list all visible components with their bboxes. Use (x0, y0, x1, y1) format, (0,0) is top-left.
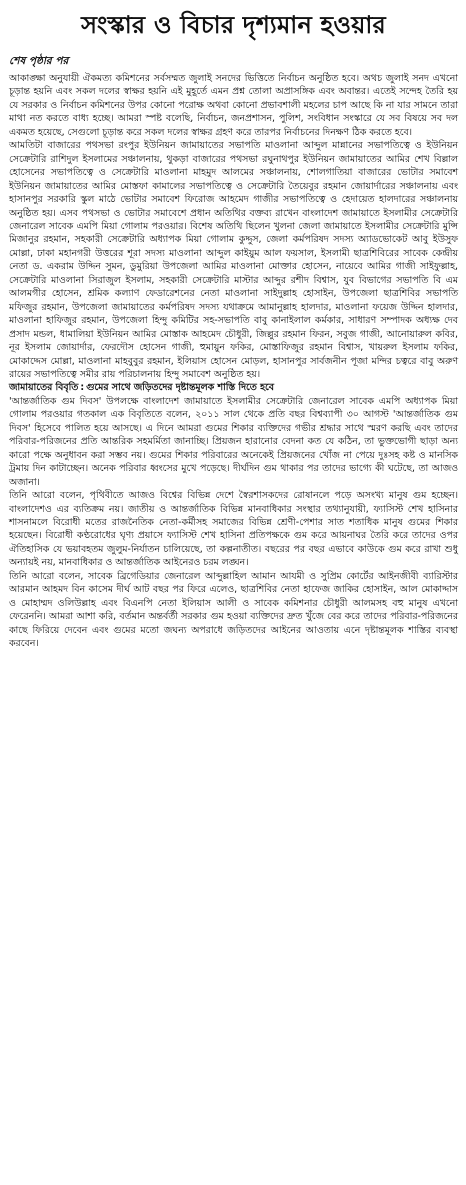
subhead-text: গুমের সাথে জড়িতদের দৃষ্টান্তমূলক শাস্তি দিতে হবে (86, 382, 274, 394)
headline: সংস্কার ও বিচার দৃশ্যমান হওয়ার (81, 11, 386, 39)
paragraph: আকাঙ্ক্ষা অনুযায়ী ঐকমত্য কমিশনের সর্বসম্মত জুলাই সনদের ভিত্তিতে নির্বাচন অনুষ্ঠিত হবে। অথচ জুলাই সনদ এখনো চূড়ান্ত হয়নি এবং সকল দলের স্বাক্ষর হয়নি এই মুহূর্তে এমন প্রশ্ন তোলা অপ্রাসঙ্গিক এবং অবান্তর। এতেই সন্দেহ তৈরি হয় যে সরকার ও নির্বাচন কমিশনের উপর কোনো পরোক্ষ অথবা কোনো প্রভাবশালী মহলের চাপ আছে কি না যার সামনে তারা মাথা নত করতে বাধ্য হচ্ছে। আমরা স্পষ্ট বলেছি, নির্বাচন, জনপ্রশাসন, পুলিশ, সংবিধান সংস্কারে যে সব বিষয়ে সব দল একমত হয়েছে, সেগুলো চূড়ান্ত করে সকল দলের স্বাক্ষর গ্রহণ করে তারপর নির্বাচনের দিনক্ষণ ঠিক করতে হবে। (9, 73, 458, 138)
paragraph: 'আন্তর্জাতিক গুম দিবস' উপলক্ষে বাংলাদেশ জামায়াতে ইসলামীর সেক্রেটারি জেনারেল সাবেক এমপি অধ্যাপক মিয়া গোলাম পরওয়ার গতকাল এক বিবৃতিতে বলেন, ২০১১ সাল থেকে প্রতি বছর বিশ্বব্যাপী ৩০ আগস্ট 'আন্তর্জাতিক গুম দিবস' হিসেবে পালিত হয়ে আসছে। এ দিনে আমরা গুমের শিকার ব্যক্তিদের গভীর শ্রদ্ধার সাথে স্মরণ করছি এবং তাদের পরিবার-পরিজনের প্রতি আন্তরিক সহমর্মিতা জানাচ্ছি। প্রিয়জন হারানোর বেদনা কত যে কঠিন, তা ভুক্তভোগী ছাড়া অন্য কারো পক্ষে অনুধাবন করা সম্ভব নয়। গুমের শিকার পরিবারের অনেকেই প্রিয়জনের খোঁজ না পেয়ে দুঃসহ কষ্ট ও মানসিক ট্রমায় দিন কাটাচ্ছেন। অনেক পরিবার ধ্বংসের মুখে পড়েছে। দীর্ঘদিন গুম থাকার পর তাদের ভাগ্যে কী ঘটেছে, তা আজও অজানা। (9, 395, 458, 488)
continued-label: শেষ পৃষ্ঠার পর (9, 55, 69, 67)
subhead: জামায়াতের বিবৃতি : গুমের সাথে জড়িতদের দৃষ্টান্তমূলক শাস্তি দিতে হবে (9, 382, 274, 394)
paragraph: তিনি আরো বলেন, পৃথিবীতে আজও বিশ্বের বিভিন্ন দেশে স্বৈরশাসকদের রোষানলে পড়ে অসংখ্য মানুষ গুম হচ্ছেন। বাংলাদেশও এর ব্যতিক্রম নয়। জাতীয় ও আন্তর্জাতিক বিভিন্ন মানবাধিকার সংস্থার তথ্যানুযায়ী, ফ্যাসিস্ট শেখ হাসিনার শাসনামলে বিরোধী মতের রাজনৈতিক নেতা-কর্মীসহ সমাজের বিভিন্ন শ্রেণী-পেশার সাত শতাধিক মানুষ গুমের শিকার হয়েছেন। বিরোধী কণ্ঠরোধের ঘৃণ্য প্রয়াসে ফ্যাসিস্ট শেখ হাসিনা প্রতিপক্ষকে গুম করে আয়নাঘর তৈরি করে তাদের ওপর ঐতিহাসিক যে ভয়াবহতম জুলুম-নির্যাতন চালিয়েছে, তা কল্পনাতীত। বছরের পর বছর এভাবে কাউকে গুম করে রাখা শুধু অন্যায়ই নয়, মানবাধিকার ও আন্তর্জাতিক আইনেরও চরম লঙ্ঘন। (9, 490, 458, 569)
paragraph: আমতিটা বাজারের পথসভা রংপুর ইউনিয়ন জামায়াতের সভাপতি মাওলানা আব্দুল মান্নানের সভাপতিত্বে ও ইউনিয়ন সেক্রেটারি রাশিদুল ইসলামের সঞ্চালনায়, থুকড়া বাজারের পথসভা রঘুনাথপুর ইউনিয়ন জামায়াতের আমির শেখ বিল্লাল হোসেনের সভাপতিত্বে ও সেক্রেটারি মাওলানা মাহমুদ আলমের সঞ্চালনায়, শোলগাতিয়া বাজারের ভোটার সমাবেশ ইউনিয়ন জামায়াতের আমির মোস্তফা কামালের সভাপতিত্বে ও সেক্রেটারি তৈয়েবুর রহমান জোয়ার্দারের সঞ্চালনায় এবং হাসানপুর সরকারি স্কুল মাঠে ভোটার সমাবেশ ফিরোজ আহমেদ গাজীর সভাপতিত্বে ও হেদায়েত হালদারের সঞ্চালনায় অনুষ্ঠিত হয়। এসব পথসভা ও ভোটার সমাবেশে প্রধান অতিথির বক্তব্য রাখেন বাংলাদেশ জামায়াতে ইসলামীর সেক্রেটারি জেনারেল সাবেক এমপি মিয়া গোলাম পরওয়ার। বিশেষ অতিথি ছিলেন খুলনা জেলা জামায়াতে ইসলামীর সেক্রেটারি মুন্সি মিজানুর রহমান, সহকারী সেক্রেটারি অধ্যাপক মিয়া গোলাম কুদ্দুস, জেলা কর্মপরিষদ সদস্য অ্যাডভোকেট আবু ইউসুফ মোল্লা, ঢাকা মহানগরী উত্তরের শূরা সদস্য মাওলানা আব্দুল কাইয়ুম আল ফয়সাল, ইসলামী ছাত্রশিবিরের সাবেক কেন্দ্রীয় নেতা ড. একরাম উদ্দিন সুমন, ডুমুরিয়া উপজেলা আমির মাওলানা মোক্তার হোসেন, নায়েবে আমির গাজী সাইফুল্লাহ, সেক্রেটারি মাওলানা সিরাজুল ইসলাম, সহকারী সেক্রেটারি মাস্টার আব্দুর রশীদ বিশ্বাস, যুব বিভাগের সভাপতি বি এম আলমগীর হোসেন, শ্রমিক কল্যাণ ফেডারেশনের নেতা মাওলানা সাইদুল্লাহ হোসাইন, উপজেলা ছাত্রশিবির সভাপতি মফিজুর রহমান, উপজেলা জামায়াতের কর্মপরিষদ সদস্য যথাক্রমে আমানুল্লাহ হালদার, মাওলানা ফয়েজ উদ্দিন হালদার, মাওলানা হাফিজুর রহমান, উপজেলা হিন্দু কমিটির সহ-সভাপতি বাবু কানাইলাল কর্মকার, সাধারণ সম্পাদক অধ্যক্ষ দেব প্রসাদ মন্ডল, ধামালিয়া ইউনিয়ন আমির মোস্তাক আহমেদ চৌধুরী, জিল্লুর রহমান ফিরন, সবুজ গাজী, আনোয়ারুল কবির, নূর ইসলাম জোয়ার্দার, ফেরদৌস হোসেন গাজী, হুমায়ুন ফকির, মোস্তাফিজুর রহমান বিশ্বাস, খায়রুল ইসলাম ফকির, মোকাদ্দেস মোল্লা, মাওলানা মাহবুবুর রহমান, ইলিয়াস হোসেন মোড়ল, হাসানপুর সার্বজনীন পূজা মন্দির চত্বরে বাবু অরুণ রায়ের সভাপতিত্বে সমীর রায় পরিচালনায় হিন্দু সমাবেশ অনুষ্ঠিত হয়। (9, 140, 458, 380)
article-body (9, 72, 458, 650)
subhead-prefix: জামায়াতের বিবৃতি (9, 382, 79, 394)
paragraph: তিনি আরো বলেন, সাবেক ব্রিগেডিয়ার জেনারেল আব্দুল্লাহিল আমান আযমী ও সুপ্রিম কোর্টের আইনজীবী ব্যারিস্টার আরমান আহমদ বিন কাসেম দীর্ঘ আট বছর পর ফিরে এলেও, ছাত্রশিবির নেতা হাফেজ জাকির হোসাইন, আল মোকাদ্দাস ও মোহাম্মদ ওলিউল্লাহ এবং বিএনপি নেতা ইলিয়াস আলী ও সাবেক কমিশনার চৌধুরী আলমসহ বহু মানুষ এখনো ফেরেননি। আমরা আশা করি, বর্তমান অন্তর্বর্তী সরকার গুম হওয়া ব্যক্তিদের দ্রুত খুঁজে বের করে তাদের পরিবার-পরিজনের কাছে ফিরিয়ে দেবেন এবং গুমের মতো জঘন্য অপরাধে জড়িতদের আইনের আওতায় এনে দৃষ্টান্তমূলক শাস্তির ব্যবস্থা করবেন। (9, 570, 458, 650)
